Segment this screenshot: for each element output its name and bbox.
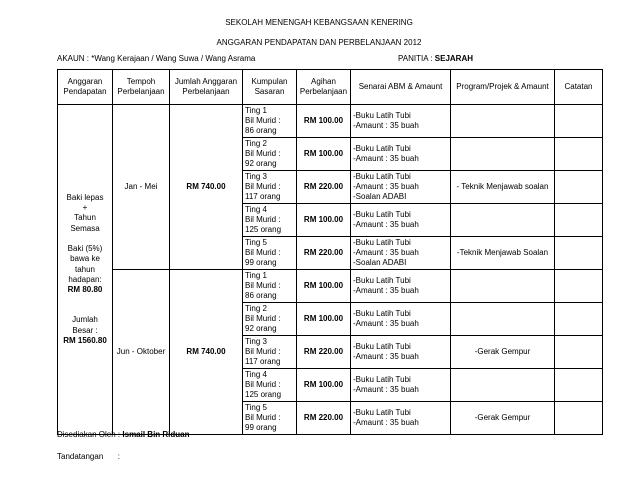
income-line: RM 1560.80 [63,335,107,345]
panitia-label: PANITIA : [398,54,433,63]
abm-cell: -Buku Latih Tubi -Amaunt : 35 buah [351,204,451,237]
income-line: hadapan: [68,274,102,284]
income-line: Baki (5%) [67,243,103,253]
agihan-cell: RM 100.00 [297,303,351,336]
kumpulan-cell: Ting 5 Bil Murid : 99 orang [243,237,297,270]
akaun-line: AKAUN : *Wang Kerajaan / Wang Suwa / Wang Asrama [57,54,256,63]
signature-label: Tandatangan [57,452,104,461]
tempoh-cell: Jan - Mei [113,105,170,270]
catatan-cell [555,105,603,138]
panitia-line [398,54,473,63]
abm-cell: -Buku Latih Tubi -Amaunt : 35 buah [351,402,451,435]
abm-cell: -Buku Latih Tubi -Amaunt : 35 buah [351,105,451,138]
income-line: tahun [74,264,96,274]
catatan-cell [555,369,603,402]
agihan-cell: RM 100.00 [297,204,351,237]
income-line: Baki lepas [66,192,104,202]
agihan-cell: RM 220.00 [297,336,351,369]
income-line: RM 80.80 [67,285,103,295]
kumpulan-cell: Ting 2 Bil Murid : 92 orang [243,303,297,336]
col-agihan-perbelanjaan: Agihan Perbelanjaan [297,70,351,105]
catatan-cell [555,171,603,204]
abm-cell: -Buku Latih Tubi -Amaunt : 35 buah -Soalan ADABI [351,237,451,270]
jumlah-cell: RM 740.00 [170,270,243,435]
panitia-value: SEJARAH [434,54,473,63]
agihan-cell: RM 100.00 [297,369,351,402]
prepared-by-line [57,430,190,439]
table-row [58,105,603,138]
document-title: ANGGARAN PENDAPATAN DAN PERBELANJAAN 2012 [216,38,422,47]
program-cell [451,105,555,138]
tempoh-cell: Jun - Oktober [113,270,170,435]
catatan-cell [555,138,603,171]
income-line: Tahun [74,213,96,223]
signature-colon: : [117,452,120,461]
table-row [58,270,603,303]
signature-line [57,452,120,461]
kumpulan-cell: Ting 1 Bil Murid : 86 orang [243,105,297,138]
income-cell [58,105,113,435]
program-cell: -Teknik Menjawab Soalan [451,237,555,270]
abm-cell: -Buku Latih Tubi -Amaunt : 35 buah [351,270,451,303]
kumpulan-cell: Ting 4 Bil Murid : 125 orang [243,369,297,402]
col-senarai-abm: Senarai ABM & Amaunt [351,70,451,105]
catatan-cell [555,336,603,369]
income-line: Semasa [70,223,100,233]
program-cell: -Gerak Gempur [451,402,555,435]
table-header-row [58,70,603,105]
kumpulan-cell: Ting 1 Bil Murid : 86 orang [243,270,297,303]
abm-cell: -Buku Latih Tubi -Amaunt : 35 buah -Soalan ADABI [351,171,451,204]
prepared-by-label: Disediakan Oleh : [57,430,121,439]
prepared-by-name: Ismail Bin Riduan [122,430,190,439]
program-cell [451,204,555,237]
catatan-cell [555,402,603,435]
income-line: Besar : [72,325,98,335]
program-cell: - Teknik Menjawab soalan [451,171,555,204]
program-cell [451,369,555,402]
abm-cell: -Buku Latih Tubi -Amaunt : 35 buah [351,138,451,171]
program-cell [451,303,555,336]
catatan-cell [555,237,603,270]
col-program-projek: Program/Projek & Amaunt [451,70,555,105]
income-line: Jumlah [72,315,98,325]
kumpulan-cell: Ting 5 Bil Murid : 99 orang [243,402,297,435]
agihan-cell: RM 220.00 [297,171,351,204]
income-line: + [82,203,88,213]
jumlah-cell: RM 740.00 [170,105,243,270]
col-tempoh-perbelanjaan: Tempoh Perbelanjaan [113,70,170,105]
agihan-cell: RM 100.00 [297,270,351,303]
kumpulan-cell: Ting 3 Bil Murid : 117 orang [243,171,297,204]
col-catatan: Catatan [555,70,603,105]
catatan-cell [555,303,603,336]
kumpulan-cell: Ting 2 Bil Murid : 92 orang [243,138,297,171]
agihan-cell: RM 100.00 [297,105,351,138]
agihan-cell: RM 220.00 [297,237,351,270]
school-name: SEKOLAH MENENGAH KEBANGSAAN KENERING [225,18,413,27]
abm-cell: -Buku Latih Tubi -Amaunt : 35 buah [351,369,451,402]
program-cell [451,270,555,303]
kumpulan-cell: Ting 3 Bil Murid : 117 orang [243,336,297,369]
budget-table [57,69,603,435]
catatan-cell [555,204,603,237]
program-cell [451,138,555,171]
col-kumpulan-sasaran: Kumpulan Sasaran [243,70,297,105]
abm-cell: -Buku Latih Tubi -Amaunt : 35 buah [351,303,451,336]
agihan-cell: RM 100.00 [297,138,351,171]
kumpulan-cell: Ting 4 Bil Murid : 125 orang [243,204,297,237]
col-jumlah-anggaran: Jumlah Anggaran Perbelanjaan [170,70,243,105]
catatan-cell [555,270,603,303]
agihan-cell: RM 220.00 [297,402,351,435]
program-cell: -Gerak Gempur [451,336,555,369]
income-line: bawa ke [70,254,100,264]
abm-cell: -Buku Latih Tubi -Amaunt : 35 buah [351,336,451,369]
col-anggaran-pendapatan: Anggaran Pendapatan [58,70,113,105]
